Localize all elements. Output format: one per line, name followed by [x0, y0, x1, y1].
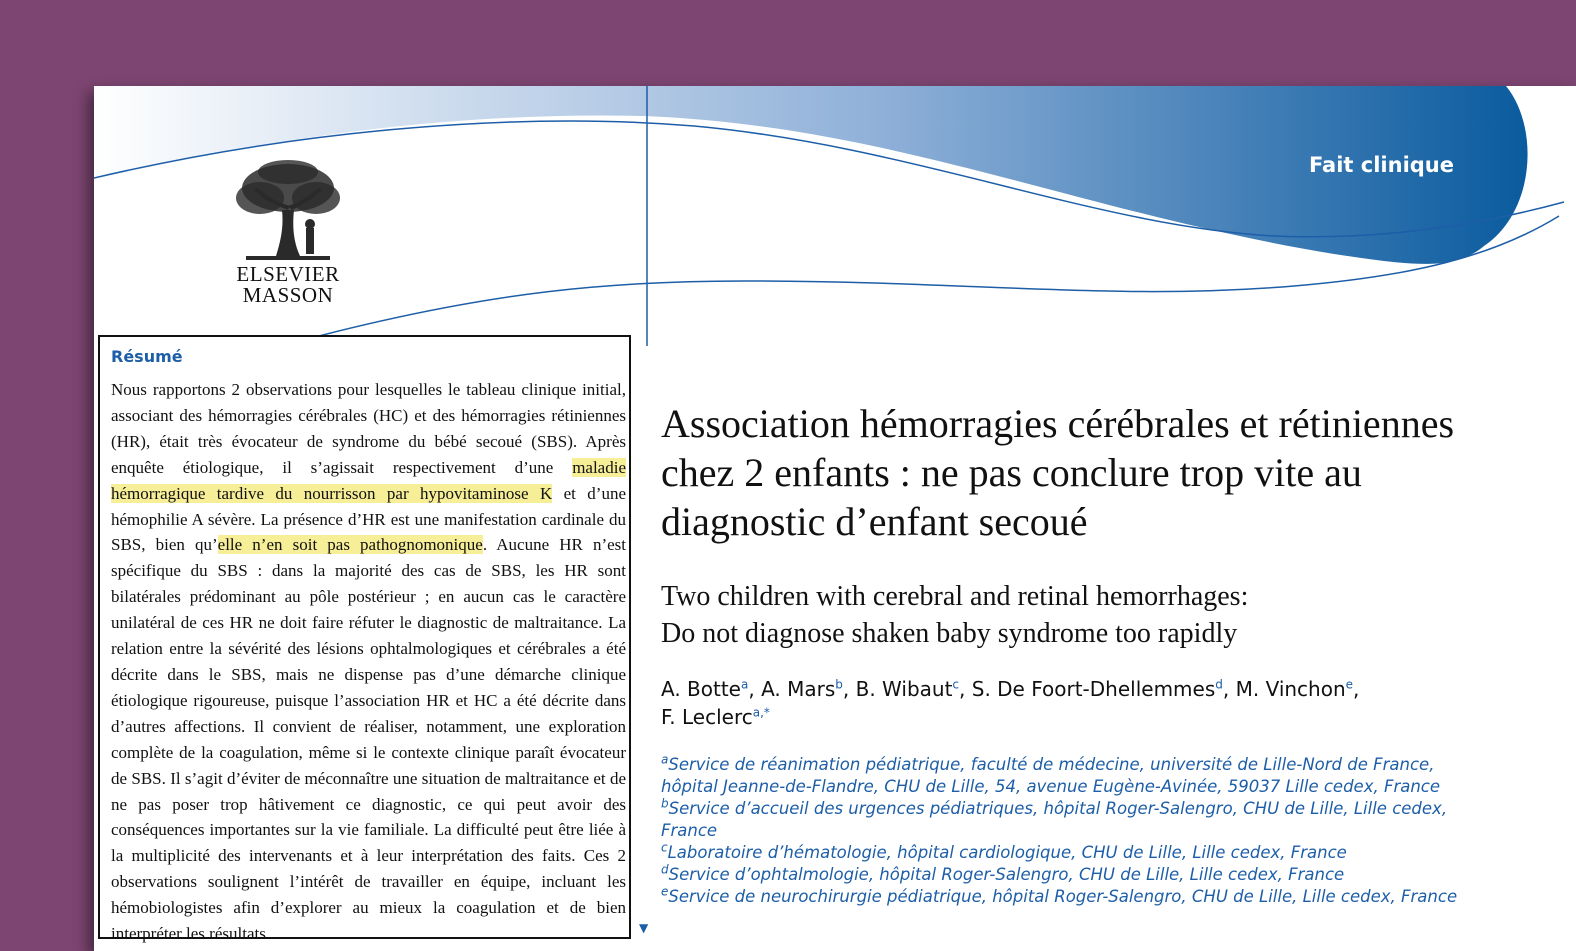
abstract-text	[111, 377, 626, 947]
affiliation-marker: b	[661, 796, 669, 811]
article-title-english	[661, 578, 1481, 652]
author-name: F. Leclerc	[661, 705, 753, 729]
affiliation-marker: e	[661, 884, 669, 899]
publisher-logo	[224, 158, 352, 306]
abstract-box	[98, 335, 631, 944]
author-affiliation-marker[interactable]: c	[952, 677, 960, 692]
arrow-down-icon: ▼	[639, 921, 649, 935]
affiliation-text: Service d’ophtalmologie, hôpital Roger-Salengro, CHU de Lille, Lille cedex, France	[668, 865, 1345, 884]
title-english-line2: Do not diagnose shaken baby syndrome too rapidly	[661, 618, 1238, 649]
affiliation-marker: a	[661, 752, 669, 767]
publisher-name-line1: ELSEVIER	[236, 262, 340, 286]
publisher-name-line2: MASSON	[242, 283, 334, 307]
author-name: S. De Foort-Dhellemmes	[971, 677, 1216, 701]
affiliation-item	[661, 842, 1461, 864]
elsevier-tree-icon	[232, 158, 344, 264]
author-name: M. Vinchon	[1235, 677, 1346, 701]
author-list: A. Botte$^a$, A. Mars$^b$, B. Wibaut$^c$, S. De Foort-Dhellemmes$^d$, M. Vinchon$^e$, F. Leclerc$^{a,*}$	[661, 677, 1360, 729]
author-affiliation-marker[interactable]: e	[1345, 677, 1354, 692]
author	[972, 677, 1223, 701]
author	[661, 705, 770, 729]
affiliation-marker: c	[661, 840, 668, 855]
section-label: Fait clinique	[1308, 153, 1454, 177]
affiliation-text: Service de réanimation pédiatrique, faculté de médecine, université de Lille-Nord de France, hôpital Jeanne-de-Flandre, CHU de Lille, 54, avenue Eugène-Avinée, 59037 Lille cedex, France	[661, 755, 1441, 796]
abstract-heading: Résumé	[111, 347, 183, 366]
author-affiliation-marker[interactable]: b	[835, 677, 843, 692]
affiliation-item	[661, 886, 1461, 908]
affiliation-text: Service d’accueil des urgences pédiatriques, hôpital Roger-Salengro, CHU de Lille, Lille cedex, France	[661, 799, 1448, 840]
affiliation-item	[661, 864, 1461, 886]
title-english-line1: Two children with cerebral and retinal hemorrhages:	[661, 581, 1249, 612]
affiliation-item	[661, 754, 1461, 798]
article-title-french: Association hémorragies cérébrales et rétiniennes chez 2 enfants : ne pas conclure trop vite au diagnostic d’enfant secoué	[661, 401, 1455, 544]
author	[1236, 677, 1353, 701]
author-name: A. Mars	[761, 677, 836, 701]
affiliation-item	[661, 798, 1461, 842]
journal-page	[94, 86, 1576, 951]
affiliation-text: Service de neurochirurgie pédiatrique, hôpital Roger-Salengro, CHU de Lille, Lille cedex, France	[668, 887, 1458, 906]
abstract-segment: . Aucune HR n’est spécifique du SBS : dans la majorité des cas de SBS, les HR sont bilatérales prédominant au pôle postérieur ; en aucun cas le caractère unilatéral de ces HR ne doit faire réfuter le diagnostic de maltraitance. La relation entre la sévérité des lésions ophtalmologiques et cérébrales a été décrite dans le SBS, mais ne dispense pas d’une démarche clinique étiologique rigoureuse, puisque l’association HR et HC a été décrite dans d’autres affections. Il convient de réaliser, notamment, une exploration complète de la coagulation, même si le contexte clinique paraît évocateur de SBS. Il s’agit d’éviter de méconnaître une situation de maltraitance et de ne pas poser trop hâtivement ce diagnostic, ce qui peut avoir des conséquences importantes sur la vie familiale. La difficulté peut être liée à la multiplicité des intervenants et à leur interprétation des faits. Ces 2 observations soulignent l’intérêt de travailler en équipe, incluant les hémobiologistes afin d’explorer au mieux la coagulation et de bien interpréter les résultats.	[111, 535, 626, 944]
affiliation-text: Laboratoire d’hématologie, hôpital cardiologique, CHU de Lille, Lille cedex, France	[667, 843, 1347, 862]
abstract-highlight: maladie hémorragique tardive du nourrisson par hypovitaminose K	[111, 457, 626, 503]
author	[856, 677, 959, 701]
affiliation-list	[661, 754, 1461, 908]
abstract-highlight: elle n’en soit pas pathognomonique	[217, 535, 483, 555]
author-affiliation-marker[interactable]: d	[1215, 677, 1223, 692]
author-name: B. Wibaut	[855, 677, 953, 701]
author	[661, 677, 748, 701]
abstract-segment: et d’une hémophilie A sévère. La présence d’HR est une manifestation cardinale du SBS, bien qu’	[111, 483, 626, 555]
abstract-segment: Nous rapportons 2 observations pour lesquelles le tableau clinique initial, associant des hémorragies cérébrales (HC) et des hémorragies rétiniennes (HR), était très évocateur de syndrome du bébé secoué (SBS). Après enquête étiologique, il s’agissait respectivement d’une	[111, 380, 626, 477]
author-name: A. Botte	[661, 677, 741, 701]
affiliation-marker: d	[661, 862, 669, 877]
author	[761, 677, 843, 701]
author-affiliation-marker[interactable]: a,*	[752, 705, 770, 720]
author-affiliation-marker[interactable]: a	[741, 677, 749, 692]
